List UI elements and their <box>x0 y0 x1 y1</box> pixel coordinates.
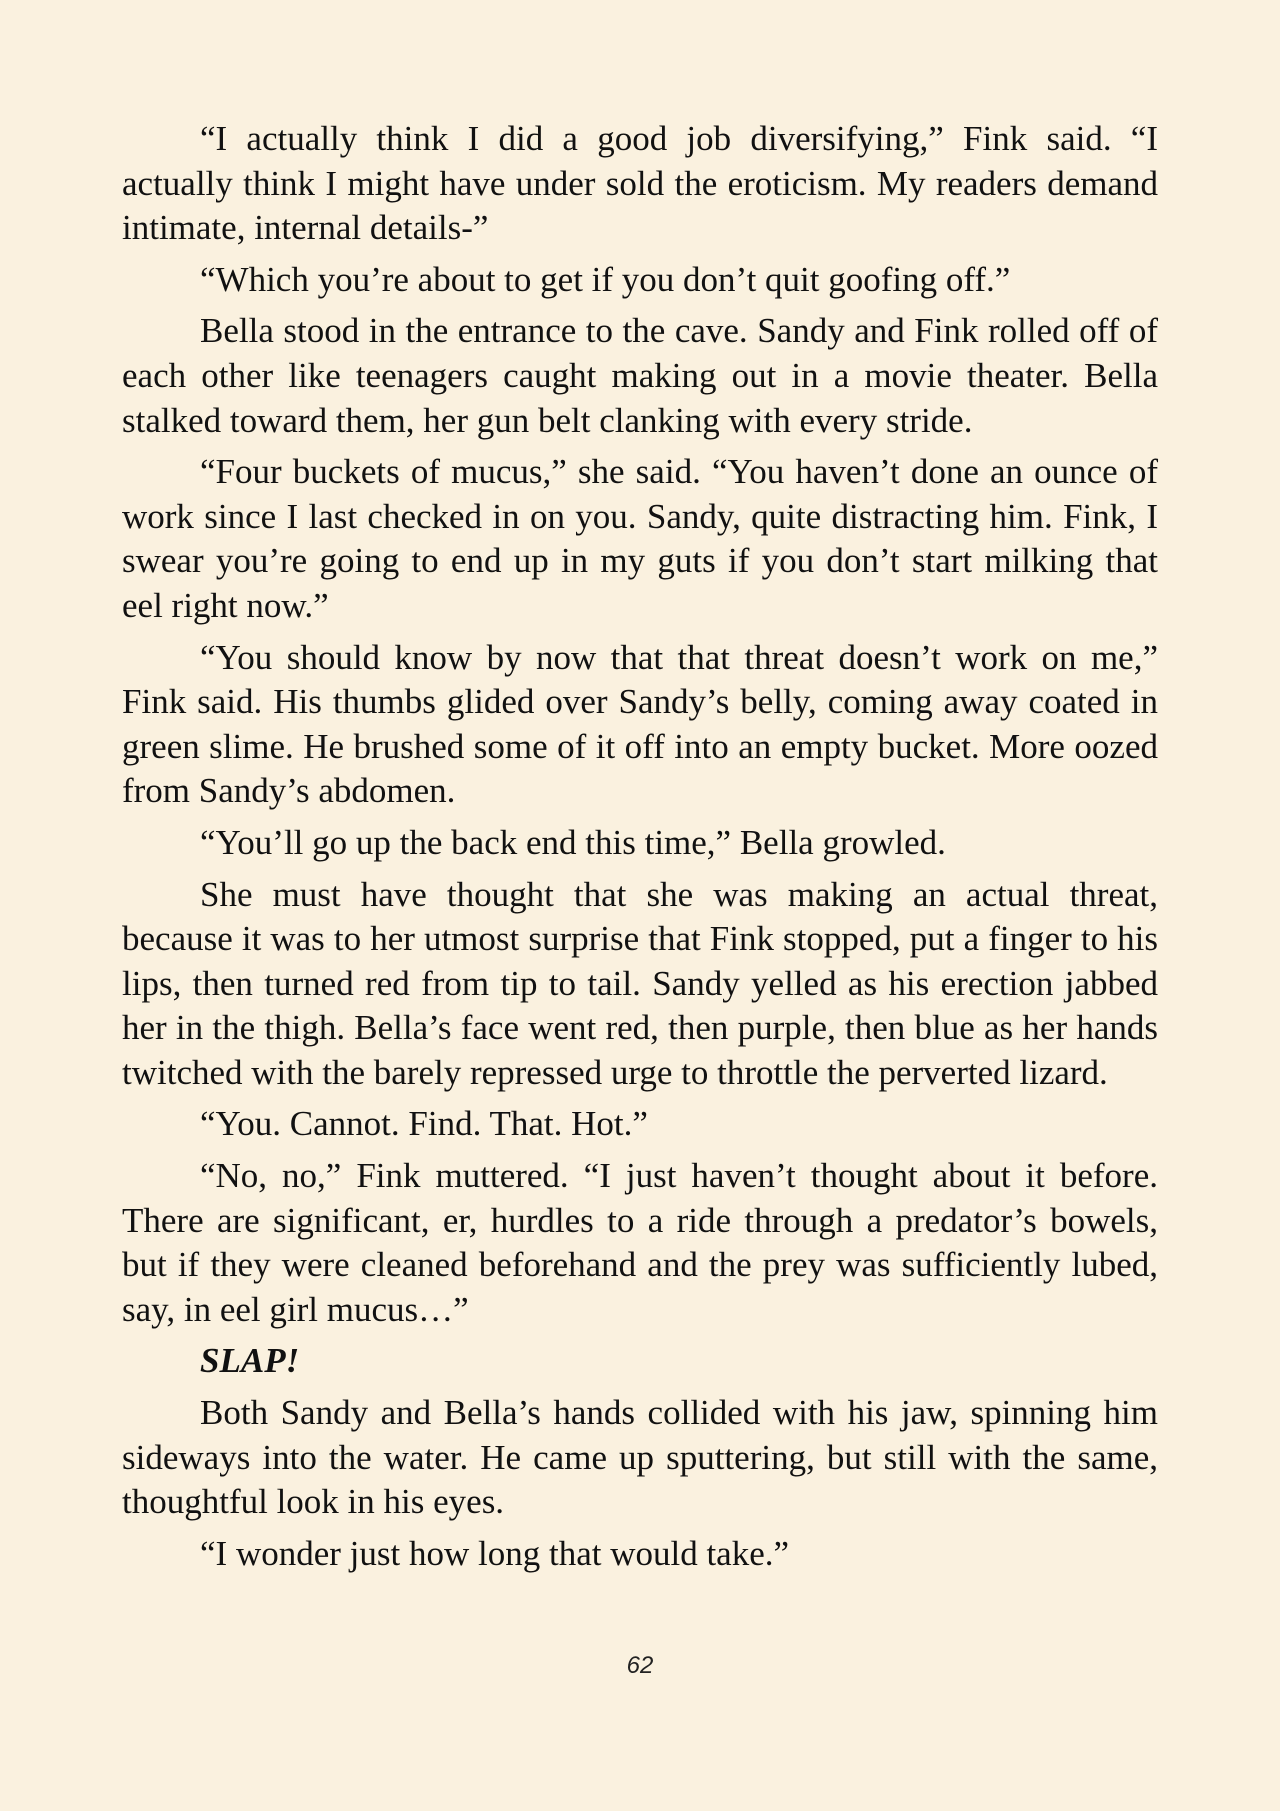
paragraph: “I actually think I did a good job diversifying,” Fink said. “I actually think I might have under sold the eroticism. My readers demand intimate, internal details-” <box>122 119 1158 248</box>
paragraph: Bella stood in the entrance to the cave. Sandy and Fink rolled off of each other like teenagers caught making out in a movie theater. Bella stalked toward them, her gun belt clanking with every stride. <box>122 311 1158 440</box>
paragraph: “You. Cannot. Find. That. Hot.” <box>200 1104 648 1144</box>
paragraph: “Four buckets of mucus,” she said. “You haven’t done an ounce of work since I last checked in on you. Sandy, quite distracting him. Fink, I swear you’re going to end up in my guts if you don’t start milking that eel right now.” <box>122 452 1158 625</box>
paragraph: “You should know by now that that threat doesn’t work on me,” Fink said. His thumbs glided over Sandy’s belly, coming away coated in green slime. He brushed some of it off into an empty bucket. More oozed from Sandy’s abdomen. <box>122 637 1158 811</box>
paragraph: Both Sandy and Bella’s hands collided with his jaw, spinning him sideways into the water. He came up sputtering, but still with the same, thoughtful look in his eyes. <box>122 1393 1158 1522</box>
paragraph: “I wonder just how long that would take.” <box>200 1533 790 1573</box>
paragraph: She must have thought that she was making an actual threat, because it was to her utmost surprise that Fink stopped, put a finger to his lips, then turned red from tip to tail. Sandy yelled as his erection jabbed her in the thigh. Bella’s face went red, then purple, then blue as her hands twitched with the barely repressed urge to throttle the perverted lizard. <box>122 874 1158 1092</box>
page-number: 62 <box>626 1652 654 1679</box>
emphasized-paragraph: SLAP! <box>200 1341 300 1381</box>
paragraph: “Which you’re about to get if you don’t quit goofing off.” <box>200 259 1011 299</box>
body-text <box>122 117 1158 1583</box>
paragraph: “You’ll go up the back end this time,” Bella growled. <box>200 822 946 862</box>
paragraph: “No, no,” Fink muttered. “I just haven’t thought about it before. There are significant, er, hurdles to a ride through a predator’s bowels, but if they were cleaned beforehand and the prey was sufficiently lubed, say, in eel girl mucus…” <box>122 1156 1158 1329</box>
